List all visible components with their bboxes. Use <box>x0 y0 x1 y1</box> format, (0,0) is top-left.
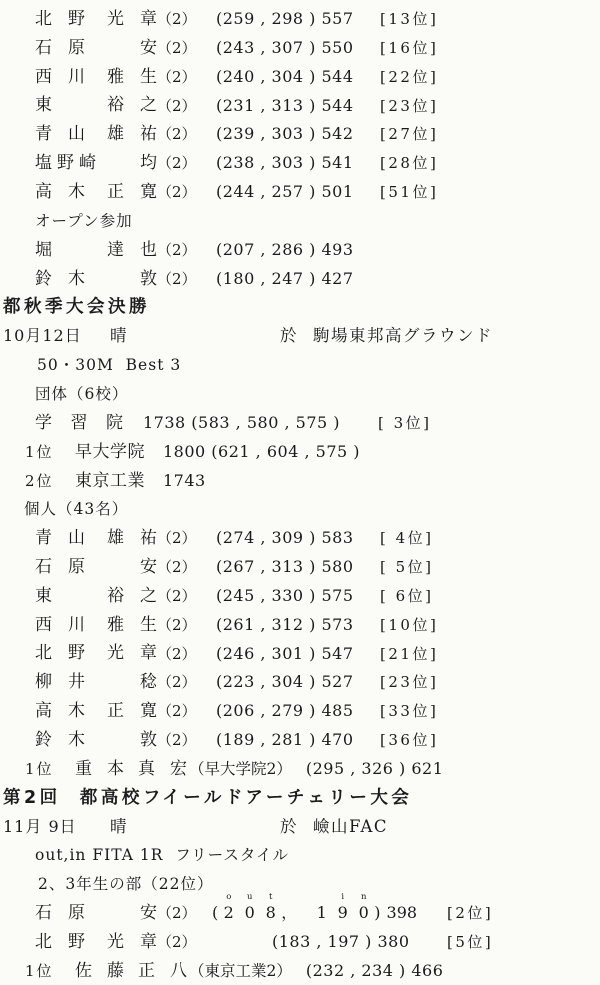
surname <box>35 239 52 260</box>
name-char: 八 <box>170 960 187 981</box>
given-name <box>140 674 157 691</box>
name-char: 堀 <box>35 239 52 260</box>
name-char: 敦 <box>140 268 157 289</box>
player-rank: [ 4位] <box>380 529 434 548</box>
surname <box>35 674 85 691</box>
given-name <box>107 239 157 260</box>
sub-label-text: 2、3年生の部（22位） <box>38 875 214 894</box>
given-name <box>138 758 187 779</box>
sub-label-text: 50・30M Best 3 <box>37 356 182 375</box>
player-rank: [27位] <box>380 125 439 144</box>
name-char: 安 <box>140 903 157 924</box>
name-char: 光 <box>107 643 124 664</box>
surname <box>35 585 52 606</box>
surname <box>35 181 85 202</box>
player-result-row <box>0 265 600 294</box>
name-char: 正 <box>138 960 155 981</box>
location-marker: 於 <box>280 816 297 836</box>
winner-result-row <box>0 755 600 784</box>
name-char: 塩 <box>35 153 52 174</box>
ruby-out-label: u <box>247 892 253 903</box>
given-name <box>140 732 157 749</box>
name-char: 雅 <box>107 66 124 87</box>
name-char: 達 <box>107 239 124 260</box>
event-date-row <box>0 322 600 351</box>
team-score: 1738 (583 , 580 , 575 ) <box>143 412 341 432</box>
player-name <box>35 640 157 669</box>
ruby-digit: 0 u <box>239 899 260 928</box>
section-heading-text: 第2回 都高校フイールドアーチェリー大会 <box>3 787 413 808</box>
name-char: 原 <box>68 556 85 577</box>
player-score: (244 , 257 ) 501 <box>216 182 354 202</box>
name-char: 崎 <box>79 153 96 174</box>
surname <box>75 758 124 779</box>
name-char: 之 <box>140 585 157 606</box>
player-name <box>35 63 157 92</box>
name-char: 章 <box>140 8 157 29</box>
player-score: (261 , 312 ) 573 <box>216 614 354 634</box>
player-score: (274 , 309 ) 583 <box>216 528 354 548</box>
name-char: 高 <box>35 701 52 722</box>
name-char: 正 <box>107 701 124 722</box>
team-name: 早大学院 <box>75 441 145 462</box>
name-char: 正 <box>107 181 124 202</box>
name-char: 野 <box>68 643 85 664</box>
player-grade: （2） <box>157 10 197 28</box>
name-char: 光 <box>107 931 124 952</box>
player-result-row <box>0 697 600 726</box>
player-grade: （2） <box>157 125 197 144</box>
score-total: 398 <box>386 903 418 923</box>
player-result-row <box>0 553 600 582</box>
surname <box>35 530 85 547</box>
player-score: (239 , 303 ) 542 <box>216 124 354 144</box>
name-char: 原 <box>68 903 85 924</box>
player-grade: （2） <box>157 702 197 721</box>
given-name <box>107 703 157 720</box>
player-result-row <box>0 120 600 149</box>
name-char: 高 <box>35 181 52 202</box>
player-grade: （2） <box>157 615 197 634</box>
name-char: 木 <box>68 730 85 751</box>
surname <box>35 126 85 143</box>
player-name <box>35 5 157 34</box>
player-name <box>35 149 157 178</box>
name-char: 野 <box>68 931 85 952</box>
surname <box>35 66 85 87</box>
sub-label-row <box>0 380 600 409</box>
player-grade: （2） <box>157 240 197 259</box>
sub-label-text: out,in FITA 1R フリースタイル <box>35 846 290 865</box>
player-score: (240 , 304 ) 544 <box>216 66 354 86</box>
player-grade: （2） <box>157 529 197 548</box>
player-name <box>35 178 157 207</box>
surname <box>35 268 85 289</box>
name-char: 雄 <box>107 124 124 145</box>
player-score: (232 , 234 ) 466 <box>305 960 444 980</box>
player-rank: [36位] <box>380 731 439 750</box>
player-score: (246 , 301 ) 547 <box>216 643 354 663</box>
player-grade: （2） <box>157 731 197 750</box>
name-char: 東 <box>35 95 52 116</box>
given-name <box>107 614 157 635</box>
name-char: 石 <box>35 37 52 58</box>
name-char: 真 <box>138 758 155 779</box>
event-date: 11月 9日 <box>3 816 77 836</box>
rank-prefix: 1位 <box>25 759 54 778</box>
event-date: 10月12日 <box>3 326 82 346</box>
name-char: 裕 <box>107 95 124 116</box>
name-char: 習 <box>70 412 88 433</box>
player-score: (295 , 326 ) 621 <box>305 758 444 778</box>
player-result-row <box>0 611 600 640</box>
given-name <box>140 268 157 289</box>
name-char: 石 <box>35 556 52 577</box>
surname <box>35 97 52 114</box>
player-grade: （2） <box>157 586 197 605</box>
name-char: 章 <box>140 931 157 952</box>
sub-label-row <box>0 351 600 380</box>
name-char: 章 <box>140 643 157 664</box>
name-char: 重 <box>75 758 92 779</box>
player-name <box>35 120 157 149</box>
player-score: (189 , 281 ) 470 <box>216 730 354 750</box>
player-grade: （2） <box>157 558 197 577</box>
player-result-row <box>0 640 600 669</box>
name-char: 川 <box>68 614 85 635</box>
name-char: 生 <box>140 614 157 635</box>
name-char: 稔 <box>140 672 157 693</box>
player-result-row <box>0 34 600 63</box>
player-score: (223 , 304 ) 527 <box>216 672 354 692</box>
team-rank-row <box>0 438 600 467</box>
player-rank: [51位] <box>380 183 439 202</box>
player-result-row <box>0 928 600 957</box>
team-name: 東京工業 <box>75 470 145 491</box>
name-char: 雅 <box>107 614 124 635</box>
name-char: 院 <box>106 412 123 433</box>
name-char: 鈴 <box>35 268 52 289</box>
name-char: 安 <box>140 556 157 577</box>
name-char: 裕 <box>107 585 124 606</box>
name-char: 生 <box>140 66 157 87</box>
section-heading <box>0 293 600 322</box>
player-rank: [22位] <box>380 67 439 86</box>
player-name <box>35 92 157 121</box>
name-char: 雄 <box>107 528 124 549</box>
sub-label-row <box>0 870 600 903</box>
player-result-row-ruby <box>0 892 600 928</box>
player-grade: （2） <box>157 269 197 288</box>
given-name <box>107 66 157 87</box>
surname <box>35 645 85 662</box>
player-grade: （2） <box>157 154 197 173</box>
ruby-digit: 1 <box>316 903 327 923</box>
player-name <box>75 755 187 784</box>
close-paren: ) <box>374 903 381 923</box>
surname <box>35 155 96 172</box>
name-char: 安 <box>140 37 157 58</box>
sub-label-row <box>0 207 600 236</box>
name-char: 木 <box>68 701 85 722</box>
player-name <box>35 899 157 928</box>
section-heading <box>0 784 600 813</box>
rank-prefix: 1位 <box>25 961 54 980</box>
ruby-out-label: t <box>269 892 273 903</box>
name-char: 石 <box>35 903 52 924</box>
surname <box>35 703 85 720</box>
player-score: (243 , 307 ) 550 <box>216 37 354 57</box>
player-rank: [10位] <box>380 615 439 634</box>
sub-label-text: オープン参加 <box>35 211 133 230</box>
name-char: 光 <box>107 8 124 29</box>
player-affiliation: （早大学院2） <box>189 759 292 778</box>
name-char: 青 <box>35 124 52 145</box>
name-char: 野 <box>57 153 74 174</box>
player-result-row <box>0 582 600 611</box>
sub-label-row <box>0 495 600 524</box>
player-score: (231 , 313 ) 544 <box>216 95 354 115</box>
name-char: 木 <box>68 181 85 202</box>
given-name <box>140 556 157 577</box>
player-rank: [28位] <box>380 154 439 173</box>
player-result-row <box>0 5 600 34</box>
surname <box>35 905 85 922</box>
rank-prefix: 2位 <box>25 471 54 490</box>
player-affiliation: （東京工業2） <box>189 961 292 980</box>
player-name <box>35 928 157 957</box>
surname <box>35 614 85 635</box>
name-char: 本 <box>107 758 124 779</box>
name-char: 寛 <box>140 701 157 722</box>
winner-tail <box>189 755 443 784</box>
player-result-row <box>0 149 600 178</box>
results-lines <box>0 5 600 985</box>
name-char: 西 <box>35 66 52 87</box>
given-name <box>138 960 187 981</box>
player-name <box>35 697 157 726</box>
player-rank: [16位] <box>380 38 439 57</box>
player-score: (245 , 330 ) 575 <box>216 585 354 605</box>
player-rank: [21位] <box>380 644 439 663</box>
player-grade: （2） <box>157 96 197 115</box>
team-rank-row <box>0 467 600 496</box>
player-result-row <box>0 92 600 121</box>
team-result-row <box>0 409 600 438</box>
player-result-row <box>0 236 600 265</box>
name-char: 北 <box>35 8 52 29</box>
name-char: 柳 <box>35 672 52 693</box>
player-result-row <box>0 726 600 755</box>
ruby-digit: 8 t <box>260 899 281 928</box>
surname <box>75 960 124 981</box>
player-rank: [23位] <box>380 673 439 692</box>
player-result-row <box>0 63 600 92</box>
weather-label: 晴 <box>110 816 127 836</box>
name-char: 祐 <box>140 528 157 549</box>
player-score: (207 , 286 ) 493 <box>216 239 354 259</box>
surname <box>35 732 85 749</box>
name-char: 原 <box>68 37 85 58</box>
name-char: 井 <box>68 672 85 693</box>
player-name <box>35 611 157 640</box>
player-rank: [23位] <box>380 96 439 115</box>
given-name <box>140 905 157 922</box>
name-char: 北 <box>35 931 52 952</box>
player-rank: [13位] <box>380 10 439 28</box>
given-name <box>107 97 157 114</box>
sub-label-text: 団体（6校） <box>35 384 129 403</box>
ruby-in-label: i <box>341 892 345 903</box>
player-score: (206 , 279 ) 485 <box>216 701 354 721</box>
name-char: 青 <box>35 528 52 549</box>
given-name <box>107 530 157 547</box>
name-char: 均 <box>140 153 157 174</box>
player-rank: [2位] <box>447 904 494 923</box>
player-score: (267 , 313 ) 580 <box>216 557 354 577</box>
name-char: 学 <box>35 412 52 433</box>
name-char: 北 <box>35 643 52 664</box>
name-char: 山 <box>68 528 85 549</box>
player-score: (259 , 298 ) 557 <box>216 9 354 28</box>
ruby-digit: 0 n <box>353 899 374 928</box>
name-char: 佐 <box>75 960 92 981</box>
player-rank: [ 6位] <box>380 586 434 605</box>
player-name <box>35 582 157 611</box>
name-char: 山 <box>68 124 85 145</box>
rank-prefix: 1位 <box>25 442 54 461</box>
ruby-in-label: n <box>361 892 367 903</box>
player-name <box>35 668 157 697</box>
event-location: 嶮山FAC <box>313 816 389 836</box>
sub-label-row <box>0 841 600 870</box>
winner-tail <box>189 957 443 985</box>
team-rank: [ 3位] <box>378 413 432 432</box>
given-name <box>140 155 157 172</box>
player-grade: （2） <box>157 67 197 86</box>
player-grade: （2） <box>157 933 197 951</box>
given-name <box>107 8 157 29</box>
surname <box>35 37 85 58</box>
player-result-row <box>0 524 600 553</box>
player-rank: [ 5位] <box>380 558 434 577</box>
player-result-row <box>0 178 600 207</box>
name-char: 敦 <box>140 730 157 751</box>
name-char: 宏 <box>170 758 187 779</box>
player-name <box>35 34 157 63</box>
surname <box>35 931 85 952</box>
player-grade: （2） <box>157 673 197 692</box>
given-name <box>140 37 157 58</box>
open-paren: ( <box>212 903 219 923</box>
ruby-out-label: o <box>226 892 232 903</box>
player-score: (238 , 303 ) 541 <box>216 153 354 173</box>
player-name <box>75 957 187 985</box>
given-name <box>107 931 157 952</box>
name-char: 寛 <box>140 181 157 202</box>
player-name <box>35 236 157 265</box>
team-name <box>35 409 123 438</box>
player-name <box>35 265 157 294</box>
name-char: 鈴 <box>35 730 52 751</box>
section-heading-text: 都秋季大会決勝 <box>3 297 150 318</box>
ruby-digit: 2 o <box>218 899 239 928</box>
event-date-row <box>0 813 600 842</box>
player-name <box>35 553 157 582</box>
player-result-row <box>0 668 600 697</box>
team-score: 1743 <box>163 470 206 490</box>
player-grade: （2） <box>157 904 197 923</box>
given-name <box>107 126 157 143</box>
name-char: 東 <box>35 585 52 606</box>
given-name <box>107 181 157 202</box>
name-char: 祐 <box>140 124 157 145</box>
player-name <box>35 726 157 755</box>
sub-label-text: 個人（43名） <box>24 500 129 519</box>
player-grade: （2） <box>157 644 197 663</box>
name-char: 木 <box>68 268 85 289</box>
winner-result-row <box>0 957 600 985</box>
player-grade: （2） <box>157 38 197 57</box>
name-char: 野 <box>68 8 85 29</box>
team-score: 1800 (621 , 604 , 575 ) <box>163 441 361 461</box>
comma: ， <box>281 903 298 923</box>
player-name <box>35 524 157 553</box>
name-char: 也 <box>140 239 157 260</box>
player-score-ruby <box>212 892 418 928</box>
player-grade: （2） <box>157 183 197 202</box>
event-location: 駒場東邦高グラウンド <box>313 326 493 346</box>
location-marker: 於 <box>280 326 297 346</box>
name-char: 藤 <box>107 960 124 981</box>
player-score: (183 , 197 ) 380 <box>272 932 410 951</box>
player-rank: [5位] <box>447 933 494 951</box>
name-char: 西 <box>35 614 52 635</box>
surname <box>35 8 85 29</box>
surname <box>35 556 85 577</box>
name-char: 川 <box>68 66 85 87</box>
name-char: 之 <box>140 95 157 116</box>
player-score: (180 , 247 ) 427 <box>216 268 354 288</box>
given-name <box>107 645 157 662</box>
player-rank: [33位] <box>380 702 439 721</box>
given-name <box>107 585 157 606</box>
weather-label: 晴 <box>110 326 127 346</box>
ruby-digit: 9 i <box>332 899 353 928</box>
